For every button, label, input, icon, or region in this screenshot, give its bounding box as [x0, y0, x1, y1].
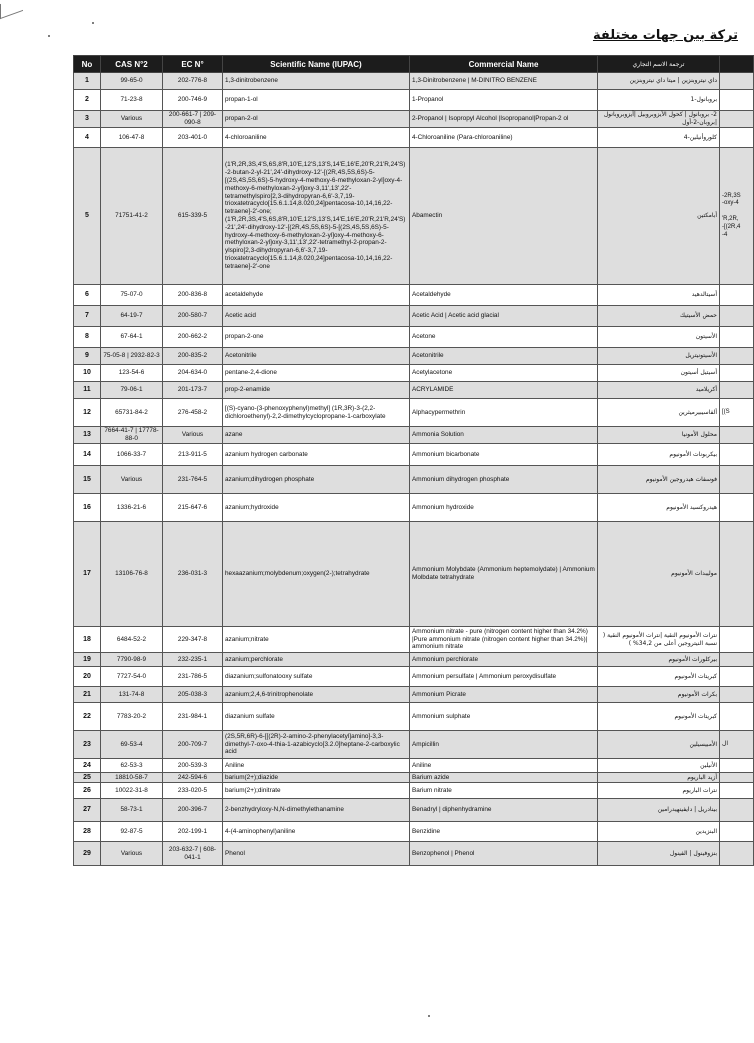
overflow-text — [720, 667, 754, 687]
overflow-text — [720, 703, 754, 731]
scientific-name: azanium hydrogen carbonate — [223, 444, 410, 466]
ec-number: 215-647-6 — [163, 494, 223, 522]
commercial-name: 4-Chloroaniline (Para-chloroaniline) — [410, 128, 598, 148]
commercial-name: Acetaldehyde — [410, 285, 598, 306]
scientific-name: Acetic acid — [223, 306, 410, 327]
arabic-name: أبامكتين — [598, 148, 720, 285]
commercial-name: 1-Propanol — [410, 90, 598, 111]
table-row — [74, 783, 754, 799]
arabic-name: موليبدات الأمونيوم — [598, 522, 720, 627]
ec-number: 615-339-5 — [163, 148, 223, 285]
row-number: 3 — [74, 111, 101, 128]
scientific-name: 1,3-dinitrobenzene — [223, 73, 410, 90]
ec-number: 204-634-0 — [163, 365, 223, 382]
cas-number: 64-19-7 — [101, 306, 163, 327]
overflow-text — [720, 365, 754, 382]
arabic-name: نترات الباريوم — [598, 783, 720, 799]
row-number: 20 — [74, 667, 101, 687]
scan-corner-mark — [0, 0, 23, 19]
overflow-text: -2R,3S -oxy-4 'R,2R, -[(2R,4 -4 — [720, 148, 754, 285]
scientific-name: acetaldehyde — [223, 285, 410, 306]
table-row — [74, 703, 754, 731]
row-number: 18 — [74, 627, 101, 653]
cas-number: 99-65-0 — [101, 73, 163, 90]
scan-speck — [428, 1015, 430, 1017]
col-header-ec: EC N° — [163, 56, 223, 73]
table-row — [74, 731, 754, 759]
col-header-commercial: Commercial Name — [410, 56, 598, 73]
commercial-name: Abamectin — [410, 148, 598, 285]
commercial-name: Acetylacetone — [410, 365, 598, 382]
cas-number: 67-64-1 — [101, 327, 163, 348]
scientific-name: 2-benzhydryloxy-N,N-dimethylethanamine — [223, 799, 410, 822]
commercial-name: Ammonium Picrate — [410, 687, 598, 703]
ec-number: 232-235-1 — [163, 653, 223, 667]
commercial-name: 1,3-Dinitrobenzene | M-DINITRO BENZENE — [410, 73, 598, 90]
cas-number: 75-07-0 — [101, 285, 163, 306]
cas-number: 71751-41-2 — [101, 148, 163, 285]
scientific-name: prop-2-enamide — [223, 382, 410, 399]
commercial-name: Ammonium perchlorate — [410, 653, 598, 667]
commercial-name: Acetonitrile — [410, 348, 598, 365]
ec-number: 200-836-8 — [163, 285, 223, 306]
row-number: 28 — [74, 822, 101, 842]
scientific-name: 4-(4-aminophenyl)aniline — [223, 822, 410, 842]
row-number: 4 — [74, 128, 101, 148]
row-number: 14 — [74, 444, 101, 466]
row-number: 1 — [74, 73, 101, 90]
scan-speck — [92, 22, 94, 24]
cas-number: 75-05-8 | 2932-82-3 — [101, 348, 163, 365]
arabic-name: أسيتالدهيد — [598, 285, 720, 306]
ec-number: 231-984-1 — [163, 703, 223, 731]
table-row — [74, 285, 754, 306]
overflow-text — [720, 822, 754, 842]
scientific-name: azanium;hydroxide — [223, 494, 410, 522]
row-number: 23 — [74, 731, 101, 759]
arabic-name: أكريلاميد — [598, 382, 720, 399]
table-row — [74, 348, 754, 365]
table-row — [74, 128, 754, 148]
cas-number: 106-47-8 — [101, 128, 163, 148]
col-header-extra — [720, 56, 754, 73]
cas-number: 1336-21-6 — [101, 494, 163, 522]
scientific-name: azane — [223, 427, 410, 444]
table-row — [74, 111, 754, 128]
scan-speck — [48, 35, 50, 37]
arabic-name: الأنيلين — [598, 759, 720, 773]
commercial-name: Acetic Acid | Acetic acid glacial — [410, 306, 598, 327]
row-number: 22 — [74, 703, 101, 731]
scientific-name: pentane-2,4-dione — [223, 365, 410, 382]
scientific-name: barium(2+);diazide — [223, 773, 410, 783]
scientific-name: propan-2-one — [223, 327, 410, 348]
row-number: 12 — [74, 399, 101, 427]
commercial-name: 2-Propanol | Isopropyl Alcohol |Isopropanol|Propan-2 ol — [410, 111, 598, 128]
ec-number: 231-786-5 — [163, 667, 223, 687]
cas-number: 92-87-5 — [101, 822, 163, 842]
cas-number: 71-23-8 — [101, 90, 163, 111]
commercial-name: Ammonia Solution — [410, 427, 598, 444]
cas-number: Various — [101, 842, 163, 866]
ec-number: 200-539-3 — [163, 759, 223, 773]
arabic-name: الأسيتون — [598, 327, 720, 348]
overflow-text — [720, 653, 754, 667]
commercial-name: Ammonium sulphate — [410, 703, 598, 731]
arabic-name: ألفاسيبيرميثرين — [598, 399, 720, 427]
overflow-text — [720, 128, 754, 148]
arabic-name: فوسفات هيدروجين الأمونيوم — [598, 466, 720, 494]
scientific-name: hexaazanium;molybdenum;oxygen(2-);tetrahydrate — [223, 522, 410, 627]
overflow-text — [720, 73, 754, 90]
row-number: 2 — [74, 90, 101, 111]
table-row — [74, 799, 754, 822]
arabic-name: نترات الأمونيوم النقية |نترات الأمونيوم النقية ( نسبة النيتروجين أعلى من 34,2% ) — [598, 627, 720, 653]
chemical-table — [73, 55, 754, 866]
table-row — [74, 90, 754, 111]
arabic-name: بروبانول-1 — [598, 90, 720, 111]
table-row — [74, 627, 754, 653]
arabic-name: هيدروكسيد الأمونيوم — [598, 494, 720, 522]
table-row — [74, 522, 754, 627]
scientific-name: azanium;nitrate — [223, 627, 410, 653]
cas-number: 79-06-1 — [101, 382, 163, 399]
overflow-text — [720, 382, 754, 399]
cas-number: Various — [101, 466, 163, 494]
ec-number: 200-396-7 — [163, 799, 223, 822]
table-row — [74, 466, 754, 494]
arabic-name: كبريتات الأمونيوم — [598, 703, 720, 731]
table-row — [74, 73, 754, 90]
commercial-name: Alphacypermethrin — [410, 399, 598, 427]
row-number: 26 — [74, 783, 101, 799]
overflow-text — [720, 773, 754, 783]
ec-number: 201-173-7 — [163, 382, 223, 399]
row-number: 6 — [74, 285, 101, 306]
cas-number: 7664-41-7 | 17778-88-0 — [101, 427, 163, 444]
table-row — [74, 148, 754, 285]
ec-number: 200-662-2 — [163, 327, 223, 348]
row-number: 8 — [74, 327, 101, 348]
arabic-name: حمض الأسيتيك — [598, 306, 720, 327]
row-number: 19 — [74, 653, 101, 667]
row-number: 16 — [74, 494, 101, 522]
scientific-name: 4-chloroaniline — [223, 128, 410, 148]
ec-number: Various — [163, 427, 223, 444]
ec-number: 202-199-1 — [163, 822, 223, 842]
ec-number: 200-580-7 — [163, 306, 223, 327]
arabic-name: أسيتيل أسيتون — [598, 365, 720, 382]
scientific-name: barium(2+);dinitrate — [223, 783, 410, 799]
scientific-name: Acetonitrile — [223, 348, 410, 365]
cas-number: Various — [101, 111, 163, 128]
scientific-name: [(S)-cyano-(3-phenoxyphenyl)methyl] (1R,3R)-3-(2,2-dichloroethenyl)-2,2-dimethylcyclopropane-1-carboxylate — [223, 399, 410, 427]
row-number: 15 — [74, 466, 101, 494]
arabic-name: بينادريل | دايفينهيدرامين — [598, 799, 720, 822]
row-number: 27 — [74, 799, 101, 822]
row-number: 13 — [74, 427, 101, 444]
arabic-name: كبريتات الأمونيوم — [598, 667, 720, 687]
row-number: 10 — [74, 365, 101, 382]
row-number: 17 — [74, 522, 101, 627]
commercial-name: Acetone — [410, 327, 598, 348]
table-row — [74, 842, 754, 866]
overflow-text — [720, 759, 754, 773]
table-row — [74, 444, 754, 466]
commercial-name: ACRYLAMIDE — [410, 382, 598, 399]
overflow-text — [720, 687, 754, 703]
ec-number: 233-020-5 — [163, 783, 223, 799]
scientific-name: propan-1-ol — [223, 90, 410, 111]
arabic-name: البنزيدين — [598, 822, 720, 842]
arabic-name: بكرات الأمونيوم — [598, 687, 720, 703]
row-number: 9 — [74, 348, 101, 365]
commercial-name: Barium azide — [410, 773, 598, 783]
row-number: 29 — [74, 842, 101, 866]
cas-number: 131-74-8 — [101, 687, 163, 703]
cas-number: 13106-76-8 — [101, 522, 163, 627]
cas-number: 58-73-1 — [101, 799, 163, 822]
ec-number: 205-038-3 — [163, 687, 223, 703]
scientific-name: Aniline — [223, 759, 410, 773]
table-header-row — [74, 56, 754, 73]
arabic-name: 2- بروبانول | كحول الأيزوبروبيل |أيزوبروبانول |بروبان-2-أول — [598, 111, 720, 128]
overflow-text — [720, 522, 754, 627]
cas-number: 7783-20-2 — [101, 703, 163, 731]
table-row — [74, 653, 754, 667]
cas-number: 62-53-3 — [101, 759, 163, 773]
table-row — [74, 306, 754, 327]
overflow-text: [(S — [720, 399, 754, 427]
overflow-text — [720, 783, 754, 799]
overflow-text — [720, 327, 754, 348]
scientific-name: Phenol — [223, 842, 410, 866]
arabic-name: كلوروأنيلين-4 — [598, 128, 720, 148]
table-row — [74, 427, 754, 444]
ec-number: 200-709-7 — [163, 731, 223, 759]
commercial-name: Aniline — [410, 759, 598, 773]
ec-number: 231-764-5 — [163, 466, 223, 494]
commercial-name: Ampicillin — [410, 731, 598, 759]
scientific-name: azanium;perchlorate — [223, 653, 410, 667]
arabic-name: أزيد الباريوم — [598, 773, 720, 783]
cas-number: 10022-31-8 — [101, 783, 163, 799]
ec-number: 203-632-7 | 608-041-1 — [163, 842, 223, 866]
commercial-name: Ammonium persulfate | Ammonium peroxydisulfate — [410, 667, 598, 687]
table-row — [74, 399, 754, 427]
commercial-name: Ammonium dihydrogen phosphate — [410, 466, 598, 494]
table-row — [74, 759, 754, 773]
ec-number: 203-401-0 — [163, 128, 223, 148]
cas-number: 65731-84-2 — [101, 399, 163, 427]
commercial-name: Benzophenol | Phenol — [410, 842, 598, 866]
table-row — [74, 822, 754, 842]
arabic-name: بيركلورات الأمونيوم — [598, 653, 720, 667]
scientific-name: diazanium sulfate — [223, 703, 410, 731]
scientific-name: propan-2-ol — [223, 111, 410, 128]
commercial-name: Benadryl | diphenhydramine — [410, 799, 598, 822]
cas-number: 18810-58-7 — [101, 773, 163, 783]
scientific-name: diazanium;sulfonatooxy sulfate — [223, 667, 410, 687]
table-row — [74, 382, 754, 399]
row-number: 25 — [74, 773, 101, 783]
overflow-text — [720, 842, 754, 866]
overflow-text — [720, 348, 754, 365]
table-row — [74, 773, 754, 783]
commercial-name: Ammonium bicarbonate — [410, 444, 598, 466]
cas-number: 69-53-4 — [101, 731, 163, 759]
arabic-name: الأمبيسيلين — [598, 731, 720, 759]
cas-number: 7727-54-0 — [101, 667, 163, 687]
ec-number: 242-594-6 — [163, 773, 223, 783]
cas-number: 6484-52-2 — [101, 627, 163, 653]
col-header-scientific: Scientific Name (IUPAC) — [223, 56, 410, 73]
col-header-no: No — [74, 56, 101, 73]
arabic-name: بنزوفينول | الفينول — [598, 842, 720, 866]
table-row — [74, 687, 754, 703]
ec-number: 236-031-3 — [163, 522, 223, 627]
scientific-name: (1'R,2R,3S,4'S,6S,8'R,10'E,12'S,13'S,14'E,16'E,20'R,21'R,24'S)-2-butan-2-yl-21',24'-dihydroxy-12'-[(2R,4S,5S,6S)-5-[(2S,4S,5S,6S)-5-hydroxy-4-methoxy-6-methyloxan-2-yl]oxy-4-methoxy-6-methyloxan-2-yl]oxy-3,11',13',22'-tetramethylspiro[2,3-dihydropyran-6,6'-3,7,19-trioxatetracyclo[15.6.1.14,8.020,24]pentacosa-10,14,16,22-tetraene]-2'-one;(1'R,2R,3S,4'S,6S,8'R,10'E,12'S,13'S,14'E,16'E,20'R,21'R,24'S)-21',24'-dihydroxy-12'-[(2R,4S,5S,6S)-5-[(2S,4S,5S,6S)-5-hydroxy-4-methoxy-6-methyloxan-2-yl]oxy-4-methoxy-6-methyloxan-2-yl]oxy-3,11',13',22'-tetramethyl-2-propan-2-ylspiro[2,3-dihydropyran-6,6'-3,7,19-trioxatetracyclo[15.6.1.14,8.020,24]pentacosa-10,14,16,22-tetraene]-2'-one — [223, 148, 410, 285]
commercial-name: Benzidine — [410, 822, 598, 842]
arabic-name: محلول الأمونيا — [598, 427, 720, 444]
scientific-name: azanium;dihydrogen phosphate — [223, 466, 410, 494]
table-row — [74, 365, 754, 382]
overflow-text — [720, 306, 754, 327]
cas-number: 123-54-6 — [101, 365, 163, 382]
page-title: تركة بين جهات مختلفة — [592, 28, 738, 43]
ec-number: 202-776-8 — [163, 73, 223, 90]
ec-number: 200-661-7 | 209-090-8 — [163, 111, 223, 128]
arabic-name: الأسيتونيتريل — [598, 348, 720, 365]
overflow-text: ال — [720, 731, 754, 759]
overflow-text — [720, 494, 754, 522]
table-row — [74, 494, 754, 522]
overflow-text — [720, 90, 754, 111]
overflow-text — [720, 111, 754, 128]
commercial-name: Ammonium hydroxide — [410, 494, 598, 522]
cas-number: 1066-33-7 — [101, 444, 163, 466]
row-number: 21 — [74, 687, 101, 703]
table-row — [74, 667, 754, 687]
scientific-name: azanium;2,4,6-trinitrophenolate — [223, 687, 410, 703]
overflow-text — [720, 799, 754, 822]
row-number: 5 — [74, 148, 101, 285]
scientific-name: (2S,5R,6R)-6-[[(2R)-2-amino-2-phenylacetyl]amino]-3,3-dimethyl-7-oxo-4-thia-1-azabicyclo[3.2.0]heptane-2-carboxylic acid — [223, 731, 410, 759]
commercial-name: Ammonium nitrate - pure (nitrogen content higher than 34.2%) |Pure ammonium nitrate (nitrogen content higher than 34.2%)| ammonium nitrate — [410, 627, 598, 653]
arabic-name: داي نيتروبنزين | ميتا داي نيتروبنزين — [598, 73, 720, 90]
overflow-text — [720, 285, 754, 306]
ec-number: 200-835-2 — [163, 348, 223, 365]
ec-number: 276-458-2 — [163, 399, 223, 427]
commercial-name: Ammonium Molybdate (Ammonium heptemolydate) | Ammonium Molbdate tetrahydrate — [410, 522, 598, 627]
row-number: 24 — [74, 759, 101, 773]
ec-number: 200-746-9 — [163, 90, 223, 111]
commercial-name: Barium nitrate — [410, 783, 598, 799]
overflow-text — [720, 466, 754, 494]
col-header-cas: CAS N°2 — [101, 56, 163, 73]
ec-number: 229-347-8 — [163, 627, 223, 653]
overflow-text — [720, 444, 754, 466]
col-header-arabic: ترجمة الاسم التجاري — [598, 56, 720, 73]
overflow-text — [720, 627, 754, 653]
row-number: 11 — [74, 382, 101, 399]
cas-number: 7790-98-9 — [101, 653, 163, 667]
table-row — [74, 327, 754, 348]
ec-number: 213-911-5 — [163, 444, 223, 466]
arabic-name: بيكربونات الأمونيوم — [598, 444, 720, 466]
row-number: 7 — [74, 306, 101, 327]
overflow-text — [720, 427, 754, 444]
